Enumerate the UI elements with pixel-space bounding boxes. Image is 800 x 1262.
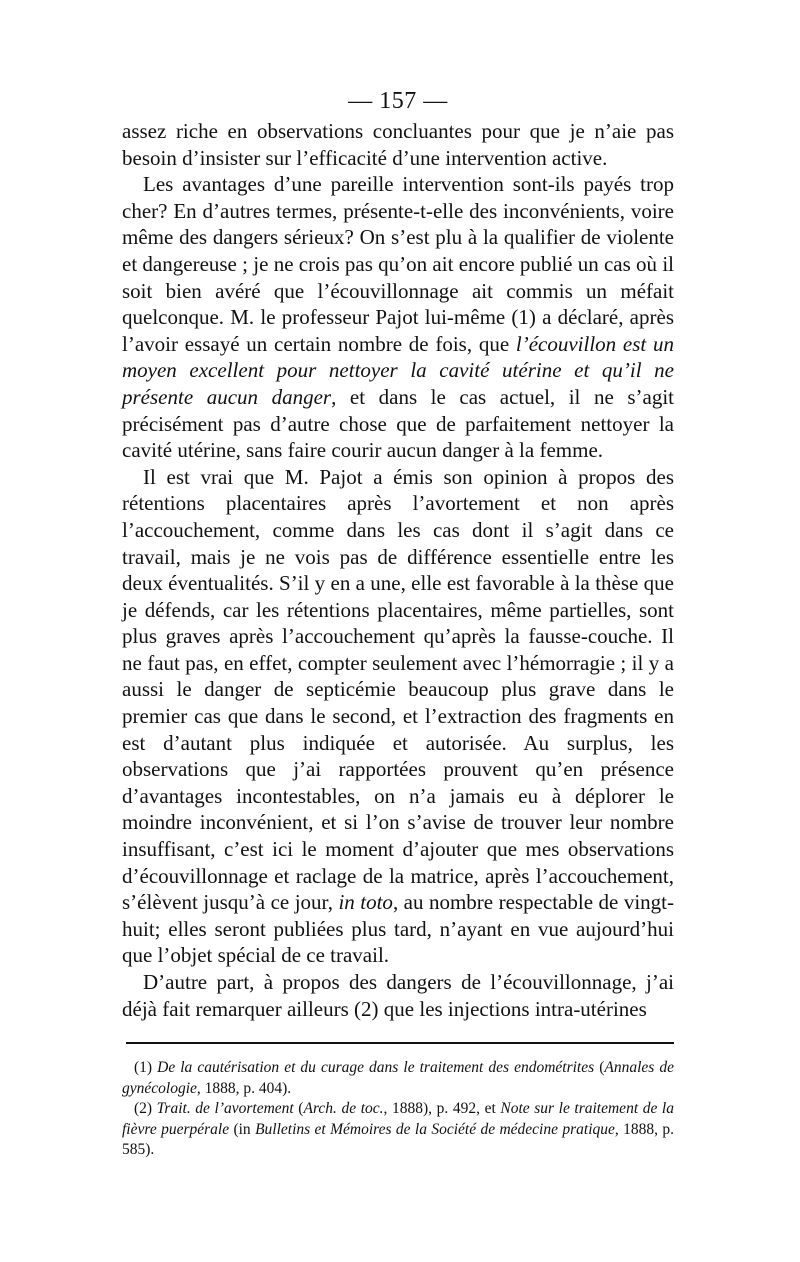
text-run: D’autre part, à propos des dangers de l’écouvillonnage, j’ai déjà fait remarquer ailleurs (2) que les injections intra-utérines xyxy=(122,970,674,1021)
footnote-divider xyxy=(126,1042,674,1044)
footnote-title: De la cautérisation et du curage dans le traitement des endométrites xyxy=(157,1059,595,1077)
text-run: ( xyxy=(293,1100,304,1118)
footnote-title: Note sur le traitement de la fièvre puerpérale xyxy=(122,1100,674,1138)
footnote-marker: (2) xyxy=(134,1100,157,1118)
footnote xyxy=(122,1099,674,1161)
text-run: (in xyxy=(229,1120,256,1138)
journal-title: Bulletins et Mémoires de la Société de médecine pratique xyxy=(255,1120,615,1138)
journal-title: Arch. de toc. xyxy=(303,1100,384,1118)
text-run: assez riche en observations concluantes pour que je n’aie pas besoin d’insister sur l’efficacité d’une intervention active. xyxy=(122,119,674,170)
paragraph xyxy=(122,969,674,1022)
page-number: — 157 — xyxy=(348,88,448,114)
footnote-marker: (1) xyxy=(134,1059,158,1077)
text-run: Les avantages d’une pareille intervention sont-ils payés trop cher? En d’autres termes, présente-t-elle des inconvénients, voire même des dangers sérieux? On s’est plu à la qualifier de violente et dangereuse ; je ne crois pas qu’on ait encore publié un cas où il soit bien avéré que l’écouvillonnage ait commis un méfait quelconque. M. le professeur Pajot lui-même (1) a déclaré, après l’avoir essayé un certain nombre de fois, que xyxy=(122,172,674,356)
body-text xyxy=(122,118,674,1022)
footnote-title: Trait. de l’avortement xyxy=(156,1100,294,1118)
paragraph xyxy=(122,464,674,969)
text-run: ( xyxy=(594,1059,605,1077)
text-run: , et dans le cas actuel, il ne s’agit précisément pas d’autre chose que de parfaitement nettoyer la cavité utérine, sans faire courir aucun danger à la femme. xyxy=(122,384,674,463)
book-page xyxy=(122,84,674,1161)
paragraph xyxy=(122,171,674,464)
journal-title: Annales de gynécologie xyxy=(122,1059,674,1097)
text-run: , 1888), p. 492, et xyxy=(383,1100,501,1118)
italic-quote: l’écouvillon est un moyen excellent pour nettoyer la cavité utérine et qu’il ne présente aucun danger xyxy=(122,331,674,409)
text-run: , 1888, p. 404). xyxy=(196,1079,292,1097)
italic-term: in toto xyxy=(338,890,393,915)
text-run: Il est vrai que M. Pajot a émis son opinion à propos des rétentions placentaires après l’avortement et non après l’accouchement, comme dans les cas dont il s’agit dans ce travail, mais je ne vois pas de différence essentielle entre les deux éventualités. S’il y en a une, elle est favorable à la thèse que je défends, car les rétentions placentaires, même partielles, sont plus graves après l’accouchement qu’après la fausse-couche. Il ne faut pas, en effet, compter seulement avec l’hémorragie ; il y a aussi le danger de septicémie beaucoup plus grave dans le premier cas que dans le second, et l’extraction des fragments en est d’autant plus indiquée et autorisée. Au surplus, les observations que j’ai rapportées prouvent qu’en présence d’avantages incontestables, on n’a jamais eu à déplorer le moindre inconvénient, et si l’on s’avise de trouver leur nombre insuffisant, c’est ici le moment d’ajouter que mes observations d’écouvillonnage et raclage de la matrice, après l’accouchement, s’élèvent jusqu’à ce jour, xyxy=(122,464,674,915)
footnotes xyxy=(122,1058,674,1161)
footnote xyxy=(122,1058,674,1099)
text-run: , 1888, p. 585). xyxy=(122,1120,674,1159)
paragraph xyxy=(122,118,674,171)
text-run: , au nombre respectable de vingt-huit; elles seront publiées plus tard, n’ayant en vue aujourd’hui que l’objet spécial de ce travail. xyxy=(122,890,674,968)
